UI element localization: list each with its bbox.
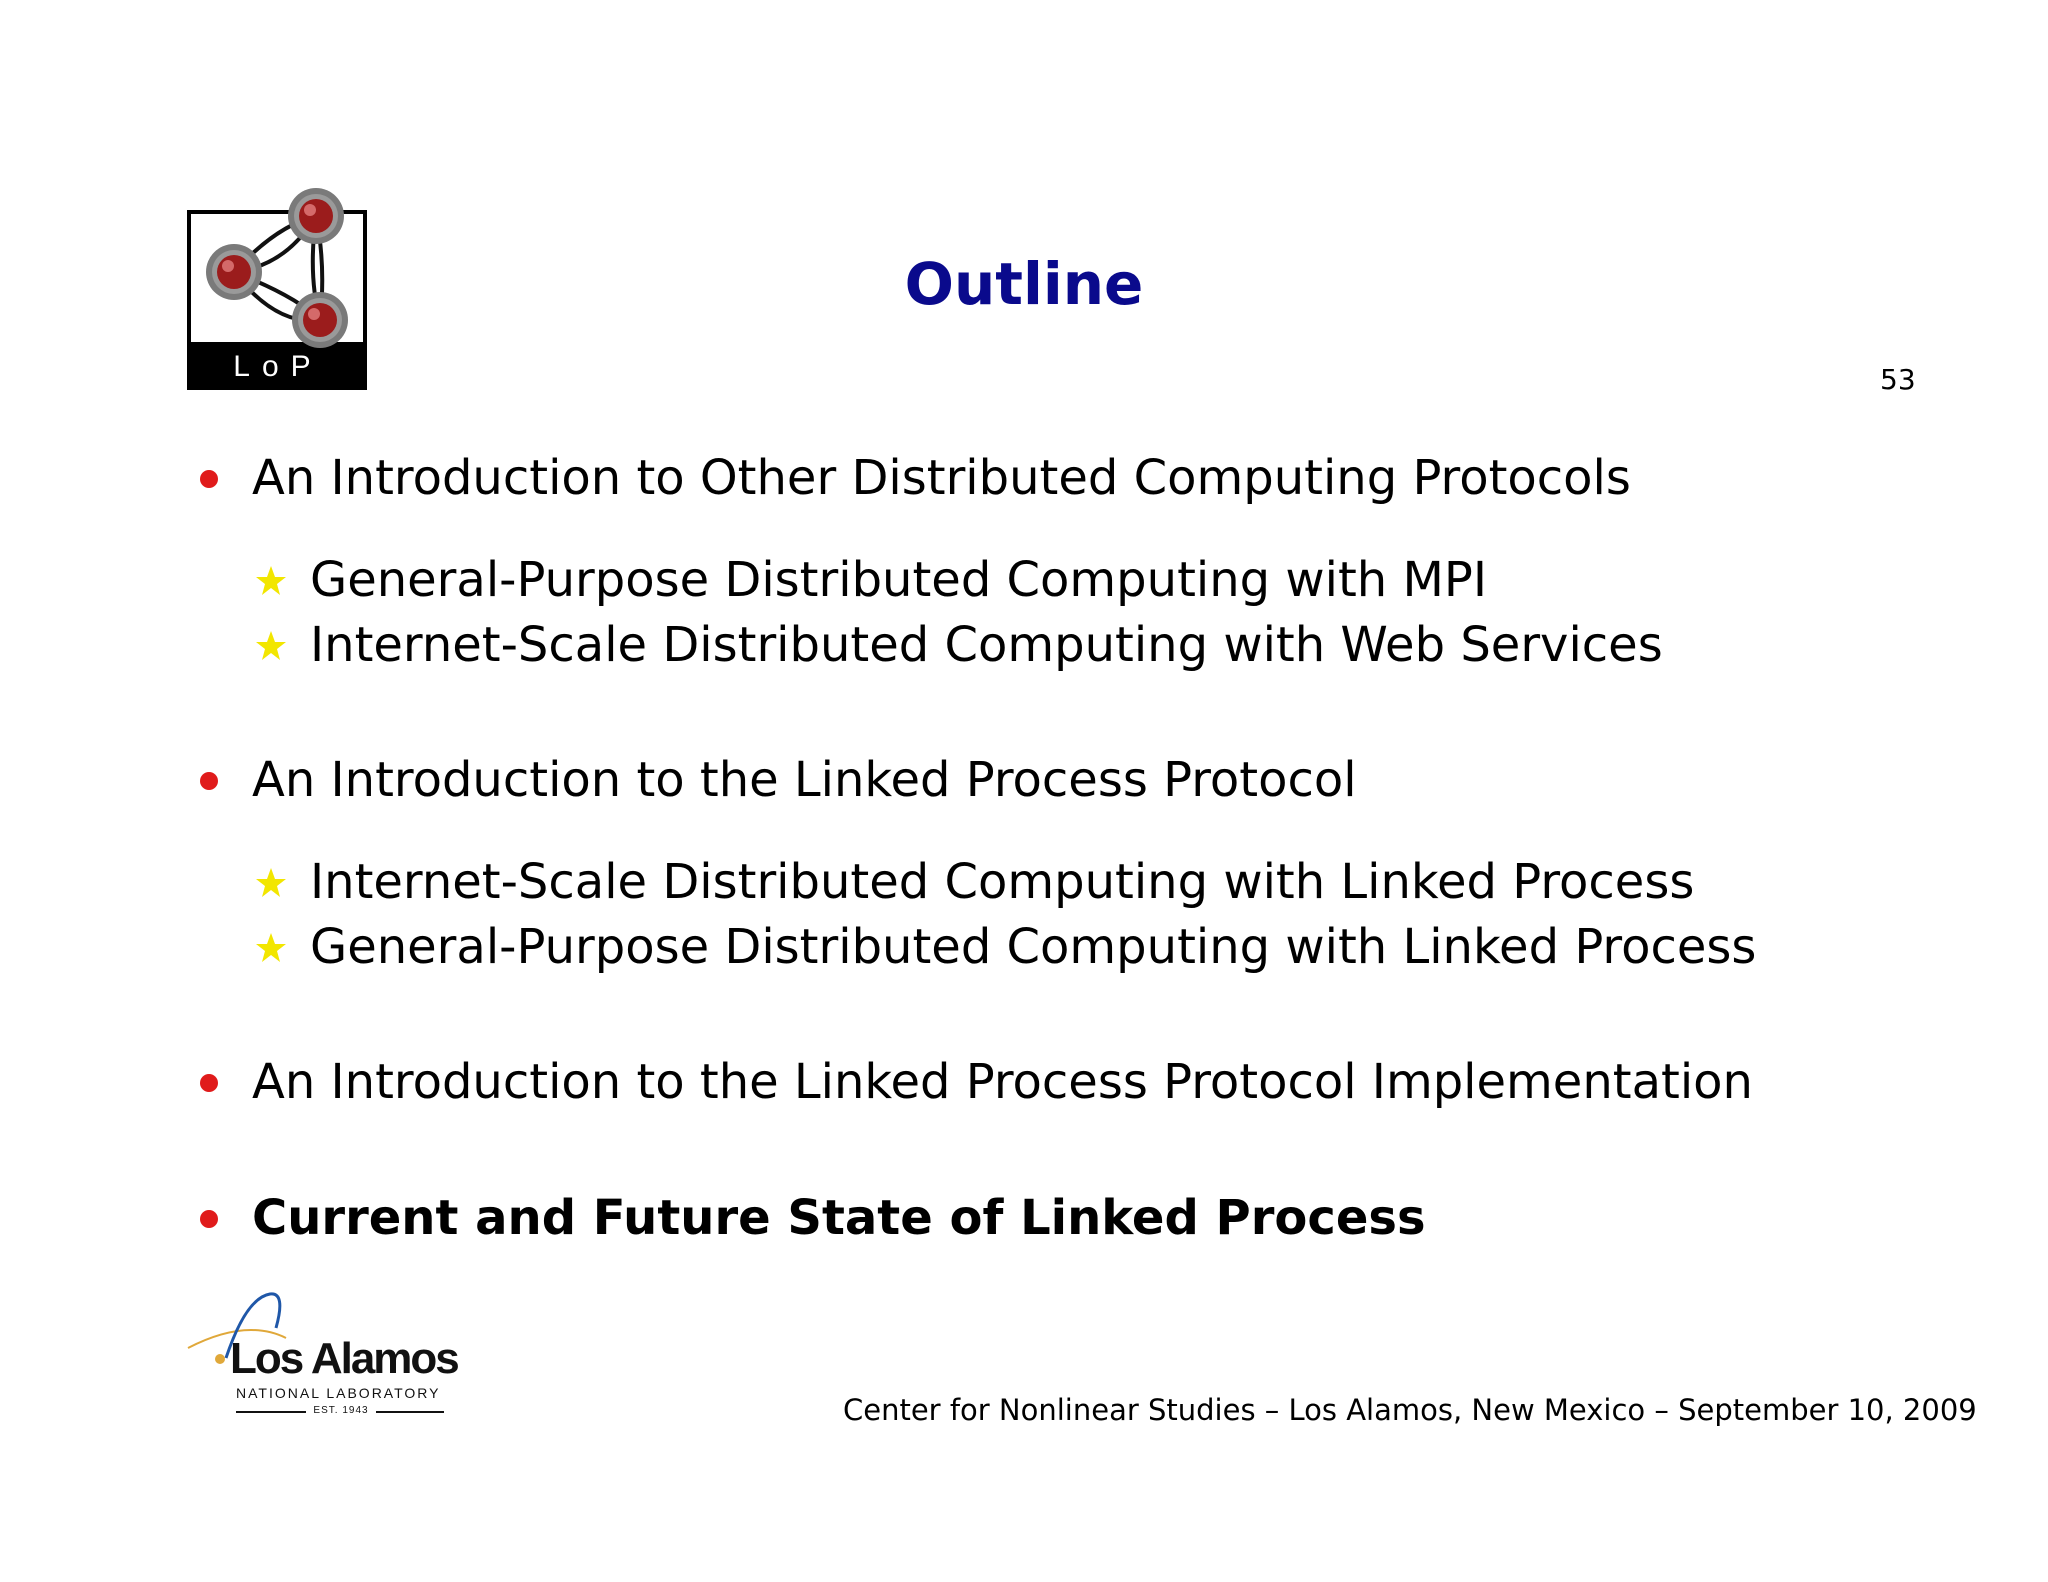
lanl-est-line-right — [376, 1411, 444, 1413]
los-alamos-logo — [186, 1288, 462, 1418]
sub-bullet-text: General-Purpose Distributed Computing with Linked Process — [310, 919, 1757, 975]
red-dot-bullet-icon — [200, 772, 218, 790]
lanl-est-line-left — [236, 1411, 306, 1413]
yellow-star-icon — [254, 931, 288, 965]
sub-bullet-text: Internet-Scale Distributed Computing with Web Services — [310, 617, 1663, 673]
sub-bullet-text: General-Purpose Distributed Computing with MPI — [310, 552, 1487, 608]
red-dot-bullet-icon — [200, 1074, 218, 1092]
sub-bullet-text: Internet-Scale Distributed Computing with Linked Process — [310, 854, 1695, 910]
bullet-text: Current and Future State of Linked Process — [252, 1190, 1426, 1246]
slide-title: Outline — [904, 250, 1144, 318]
bullet-text: An Introduction to the Linked Process Protocol — [252, 752, 1357, 808]
red-dot-bullet-icon — [200, 470, 218, 488]
bullet-text: An Introduction to the Linked Process Protocol Implementation — [252, 1054, 1753, 1110]
yellow-star-icon — [254, 564, 288, 598]
lanl-sub: NATIONAL LABORATORY — [236, 1385, 441, 1401]
lop-logo-text: LoP — [233, 350, 323, 383]
red-dot-bullet-icon — [200, 1210, 218, 1228]
yellow-star-icon — [254, 866, 288, 900]
bullet-text: An Introduction to Other Distributed Computing Protocols — [252, 450, 1631, 506]
lanl-name: Los Alamos — [230, 1334, 458, 1383]
lanl-est: EST. 1943 — [313, 1405, 369, 1416]
yellow-star-icon — [254, 629, 288, 663]
page-number: 53 — [1880, 363, 1916, 396]
footer-text: Center for Nonlinear Studies – Los Alamos, New Mexico – September 10, 2009 — [843, 1393, 1977, 1427]
